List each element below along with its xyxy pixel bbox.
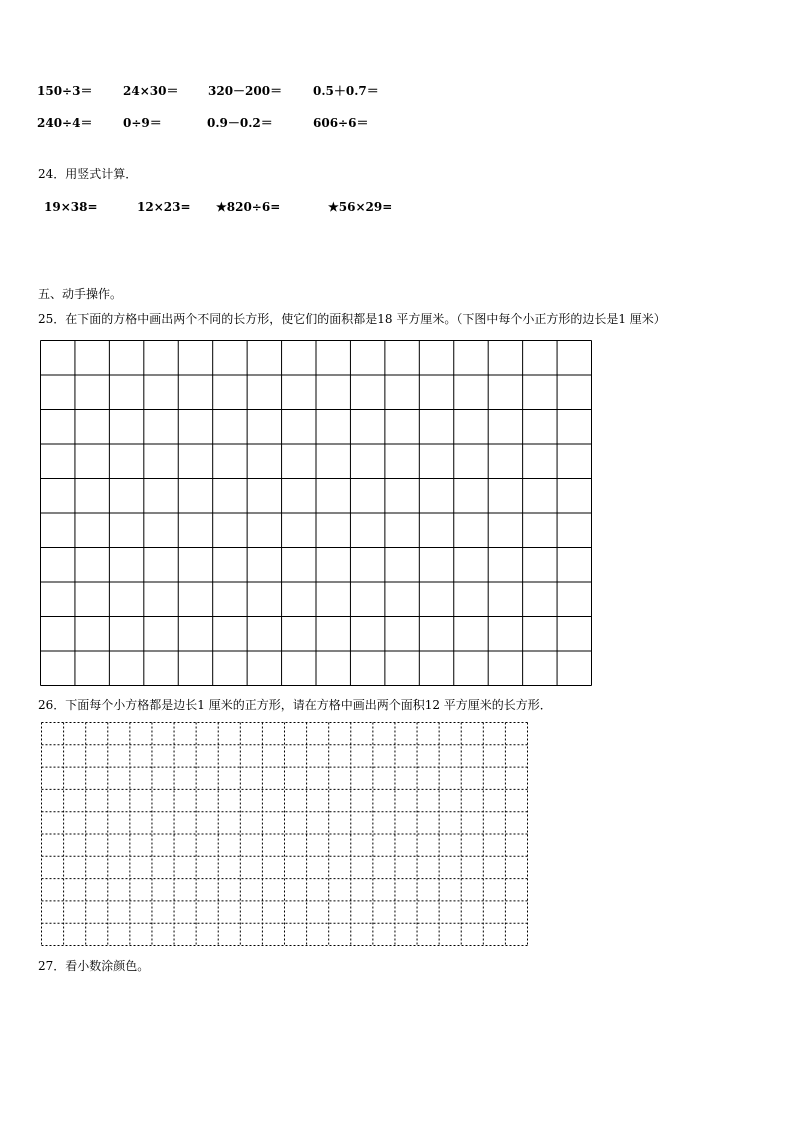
calc-item: 606÷6＝: [313, 116, 369, 130]
question-26-text: 26．下面每个小方格都是边长1 厘米的正方形，请在方格中画出两个面积12 平方厘米的长方形．: [38, 698, 552, 712]
square-grid-dashed: [41, 722, 528, 950]
calc-item: 0.9－0.2＝: [207, 116, 273, 130]
vertical-calc-item: ★820÷6=: [216, 200, 281, 214]
calc-item: 0.5＋0.7＝: [313, 84, 379, 98]
calc-item: 24×30＝: [123, 84, 179, 98]
question-27-text: 27．看小数涂颜色。: [38, 959, 150, 973]
calc-item: 320－200＝: [208, 84, 283, 98]
question-24-title: 24．用竖式计算．: [38, 167, 138, 181]
square-grid-solid: [40, 340, 592, 690]
question-25-text: 25．在下面的方格中画出两个不同的长方形，使它们的面积都是18 平方厘米。（下图中每个小正方形的边长是1 厘米）: [38, 312, 666, 326]
calc-item: 240÷4＝: [37, 116, 93, 130]
calc-item: 150÷3＝: [37, 84, 93, 98]
calc-item: 0÷9＝: [123, 116, 162, 130]
vertical-calc-item: 19×38=: [44, 200, 98, 214]
section-title: 五、动手操作。: [38, 287, 123, 301]
vertical-calc-item: 12×23=: [137, 200, 191, 214]
vertical-calc-item: ★56×29=: [328, 200, 393, 214]
